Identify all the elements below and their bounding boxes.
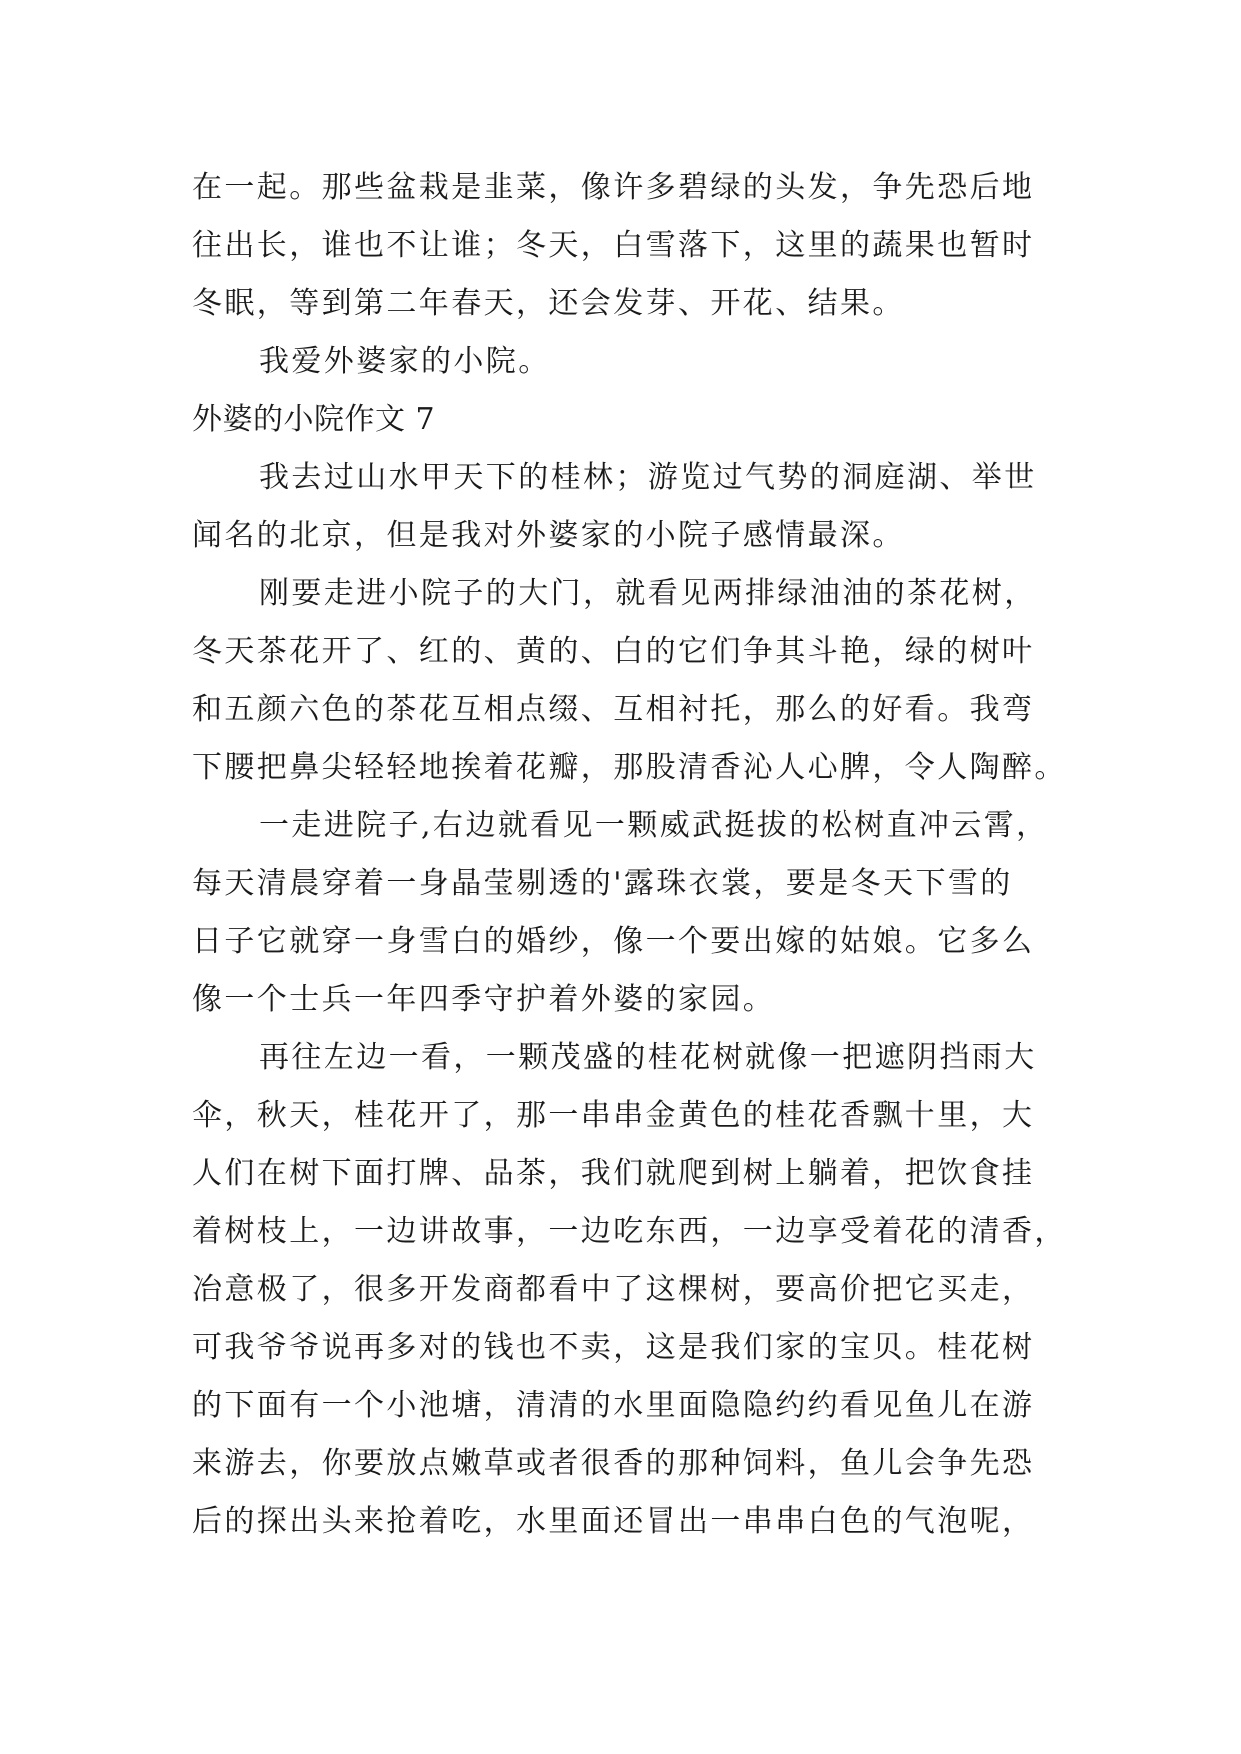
- text-line: 着树枝上，一边讲故事，一边吃东西，一边享受着花的清香，: [192, 1214, 1067, 1249]
- text-line: 可我爷爷说再多对的钱也不卖，这是我们家的宝贝。桂花树: [192, 1330, 1035, 1365]
- text-line: 每天清晨穿着一身晶莹剔透的'露珠衣裳，要是冬天下雪的: [192, 866, 1013, 901]
- text-line: 来游去，你要放点嫩草或者很香的那种饲料，鱼儿会争先恐: [192, 1446, 1035, 1481]
- text-line: 冬眠，等到第二年春天，还会发芽、开花、结果。: [192, 286, 905, 321]
- text-line: 的下面有一个小池塘，清清的水里面隐隐约约看见鱼儿在游: [192, 1388, 1035, 1423]
- text-line: 日子它就穿一身雪白的婚纱，像一个要出嫁的姑娘。它多么: [192, 924, 1035, 959]
- text-line: 伞，秋天，桂花开了，那一串串金黄色的桂花香飘十里，大: [192, 1098, 1035, 1133]
- text-line: 闻名的北京，但是我对外婆家的小院子感情最深。: [192, 518, 905, 553]
- text-line: 人们在树下面打牌、品茶，我们就爬到树上躺着，把饮食挂: [192, 1156, 1035, 1191]
- text-line: 我去过山水甲天下的桂林；游览过气势的洞庭湖、举世: [259, 460, 1037, 495]
- text-line: 冶意极了，很多开发商都看中了这棵树，要高价把它买走，: [192, 1272, 1035, 1307]
- text-line: 往出长，谁也不让谁；冬天，白雪落下，这里的蔬果也暂时: [192, 228, 1035, 263]
- text-line: 像一个士兵一年四季守护着外婆的家园。: [192, 982, 776, 1017]
- text-line: 后的探出头来抢着吃，水里面还冒出一串串白色的气泡呢，: [192, 1504, 1035, 1539]
- text-line: 在一起。那些盆栽是韭菜，像许多碧绿的头发，争先恐后地: [192, 170, 1035, 205]
- text-line: 一走进院子,右边就看见一颗威武挺拔的松树直冲云霄，: [259, 808, 1049, 843]
- text-line: 和五颜六色的茶花互相点缀、互相衬托，那么的好看。我弯: [192, 692, 1035, 727]
- text-line: 冬天茶花开了、红的、黄的、白的它们争其斗艳，绿的树叶: [192, 634, 1035, 669]
- text-line: 再往左边一看，一颗茂盛的桂花树就像一把遮阴挡雨大: [259, 1040, 1037, 1075]
- text-line: 刚要走进小院子的大门，就看见两排绿油油的茶花树，: [259, 576, 1037, 611]
- text-line: 我爱外婆家的小院。: [259, 344, 551, 379]
- document-body: [192, 159, 1067, 1551]
- text-line: 下腰把鼻尖轻轻地挨着花瓣，那股清香沁人心脾，令人陶醉。: [192, 750, 1067, 785]
- section-heading: 外婆的小院作文 7: [192, 402, 436, 437]
